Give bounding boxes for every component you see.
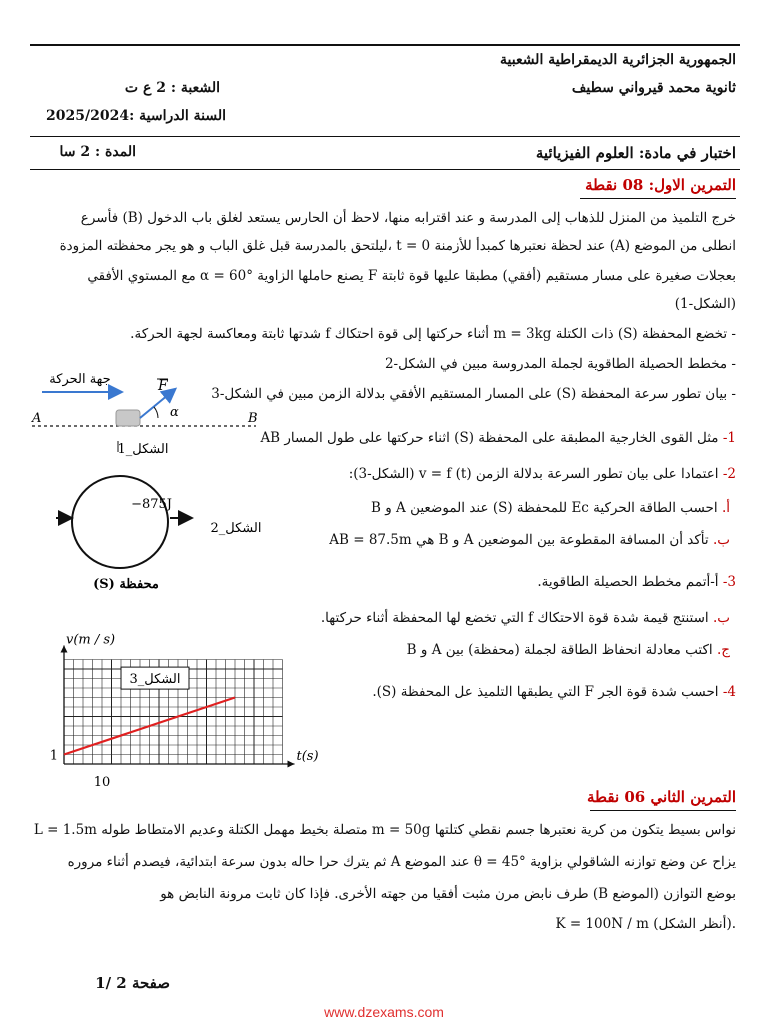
- school-year: السنة الدراسية :2025/2024: [46, 108, 226, 124]
- angle-arc: [154, 407, 158, 418]
- header-rule: [30, 136, 740, 137]
- figure-3-chart: [30, 610, 330, 798]
- exam-title: اختبار في مادة: العلوم الفيزيائية: [535, 144, 736, 162]
- figure-1: [28, 362, 278, 462]
- energy-output-value: 875J−: [131, 497, 172, 512]
- ex1-bullet-2: - مخطط الحصيلة الطاقوية لجملة المدروسة مبين في الشكل-2: [384, 356, 736, 372]
- top-rule: [30, 44, 740, 46]
- x-axis-label: t(s): [296, 749, 319, 764]
- ex1-bullet-1: - تخضع المحفظة (S) ذات الكتلة m = 3kg أثناء حركتها إلى قوة احتكاك f شدتها ثابتة ومعاكسة لجهة الحركة.: [130, 326, 736, 342]
- question-2b-text: تأكد أن المسافة المقطوعة بين الموضعين A و B هي AB = 87.5m: [329, 532, 709, 548]
- page-number: صفحة 2 /1: [95, 974, 170, 992]
- figure-2: [50, 472, 280, 600]
- chart-title: الشكل_3: [129, 672, 181, 688]
- question-2a: [371, 496, 730, 520]
- exercise-1-underline: [580, 198, 736, 199]
- question-2-text: اعتمادا على بيان تطور السرعة بدلالة الزمن v = f (t) (الشكل-3):: [348, 466, 719, 482]
- figure-2-caption: الشكل_2: [210, 521, 262, 536]
- question-2b-number: ب.: [712, 532, 730, 548]
- ex1-intro-line-4: (الشكل-1): [674, 296, 736, 312]
- question-3b: [321, 606, 730, 630]
- question-3-number: 3-: [722, 574, 736, 590]
- question-3-text: أ-أتمم مخطط الحصيلة الطاقوية.: [537, 574, 719, 590]
- question-3: [537, 570, 736, 594]
- question-1-number: 1-: [722, 430, 736, 446]
- question-3c-number: ج.: [716, 642, 730, 658]
- ex1-intro-line-3: بعجلات صغيرة على مسار مستقيم (أفقي) مطبقا عليها قوة ثابتة F يصنع حاملها الزاوية α = 60° مع المستوي الأفقي: [87, 268, 736, 284]
- ex2-line-4: K = 100N / m (أنظر الشكل).: [555, 916, 736, 932]
- country-name: الجمهورية الجزائرية الديمقراطية الشعبية: [499, 52, 736, 68]
- x-axis-arrowhead: [288, 761, 295, 768]
- exam-rule: [30, 169, 740, 170]
- point-a-label: A: [32, 411, 42, 426]
- question-4: [372, 680, 736, 704]
- question-4-text: احسب شدة قوة الجر F التي يطبقها التلميذ عل المحفظة (S).: [372, 684, 719, 700]
- system-label: محفظة (S): [93, 577, 159, 592]
- y-axis-label: v(m / s): [66, 632, 116, 648]
- exam-duration: المدة : 2 سا: [59, 144, 136, 160]
- ex2-line-3: بوضع التوازن (الموضع B) طرف نابض مرن مثبت أفقيا من جهته الأخرى. فإذا كان ثابت مرونة النابض هو: [160, 886, 736, 902]
- exercise-2-title: التمرين الثاني 06 نقطة: [587, 788, 736, 806]
- question-2a-text: احسب الطاقة الحركية Ec للمحفظة (S) عند الموضعين A و B: [371, 500, 718, 516]
- x-tick-label: 10: [93, 775, 111, 790]
- ex1-intro-line-1: خرج التلميذ من المنزل للذهاب إلى المدرسة و عند اقترابه منها، لاحظ أن الحارس يستعد لغلق باب الدخول (B) فأسرع: [80, 210, 736, 226]
- question-3c: [407, 638, 730, 662]
- footer-site-link[interactable]: www.dzexams.com: [324, 1004, 444, 1020]
- question-2a-number: أ.: [721, 500, 730, 516]
- question-3b-number: ب.: [712, 610, 730, 626]
- ex1-bullet-3: - بيان تطور سرعة المحفظة (S) على المسار المستقيم الأفقي بدلالة الزمن مبين في الشكل-3: [211, 386, 736, 402]
- energy-system-ellipse: [72, 476, 168, 568]
- exercise-1-title: التمرين الاول: 08 نقطة: [585, 176, 736, 194]
- question-3c-text: اكتب معادلة انحفاظ الطاقة لجملة (محفظة) بين A و B: [406, 642, 713, 658]
- question-2: [349, 462, 736, 486]
- question-1-text: مثل القوى الخارجية المطبقة على المحفظة (S) اثناء حركتها على طول المسار AB: [260, 430, 719, 446]
- y-tick-label: 1: [49, 748, 58, 764]
- ex2-line-2: يزاح عن وضع توازنه الشاقولي بزاوية θ = 45° عند الموضع A ثم يترك حرا حاله بدون سرعة ابتدائية، فيصدم أثناء مروره: [67, 854, 736, 870]
- question-1: [260, 426, 736, 450]
- ex2-line-1: نواس بسيط يتكون من كرية نعتبرها جسم نقطي كتلتها m = 50g متصلة بخيط مهمل الكتلة وعديم الامتطاط طوله L = 1.5m: [33, 822, 736, 838]
- school-name: ثانوية محمد قيرواني سطيف: [571, 80, 736, 96]
- question-3b-text: استنتج قيمة شدة قوة الاحتكاك f التي تخضع لها المحفظة أثناء حركتها.: [320, 610, 709, 626]
- bag-block: [116, 410, 140, 426]
- point-b-label: B: [248, 411, 258, 426]
- angle-label: α: [170, 405, 179, 420]
- force-label: F: [158, 378, 168, 394]
- exercise-2-underline: [590, 810, 736, 811]
- question-4-number: 4-: [722, 684, 736, 700]
- branch-label: الشعبة : 2 ع ت: [124, 80, 220, 96]
- question-2b: [329, 528, 730, 552]
- motion-direction-label: جهة الحركة: [49, 372, 111, 387]
- question-2-number: 2-: [722, 466, 736, 482]
- ex1-intro-line-2: انطلى من الموضع (A) عند لحظة نعتبرها كمبدأ للأزمنة t = 0 ،ليلتحق بالمدرسة قبل غلق الباب و هو يجر محفظته المزودة: [59, 238, 736, 254]
- figure-1-caption: الشكل_1: [117, 442, 169, 457]
